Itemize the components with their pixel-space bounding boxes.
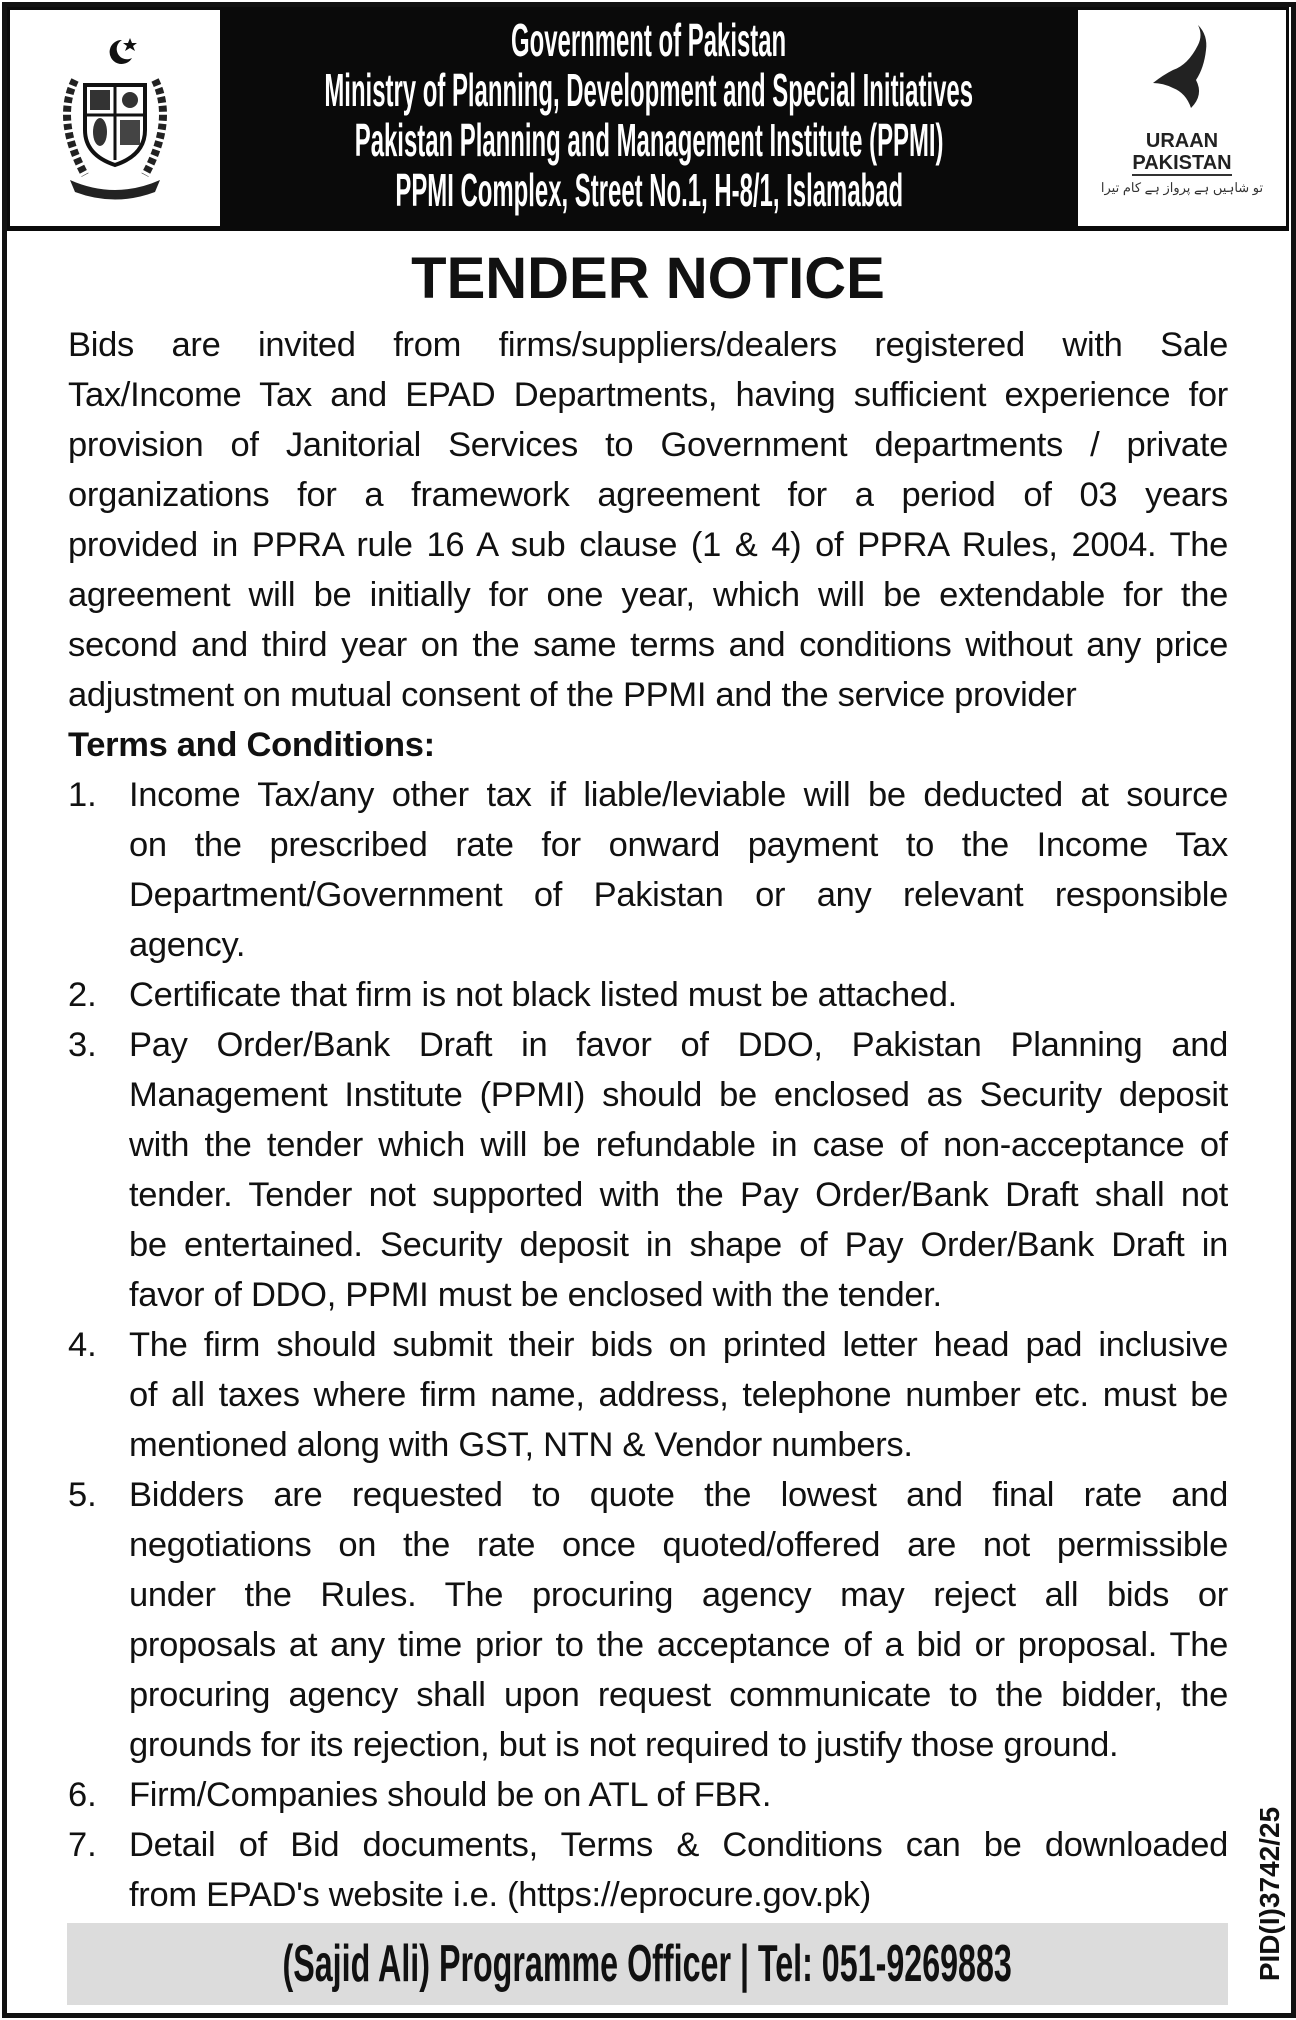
- header-line: [222, 65, 1076, 115]
- intro-line: Tax/Income Tax and EPAD Departments, having sufficient experience for: [68, 376, 1228, 414]
- header-line: [222, 165, 1076, 215]
- terms-list-item: [68, 1470, 1228, 1770]
- item-number: 4.: [68, 1326, 97, 1364]
- item-line: grounds for its rejection, but is not required to justify those ground.: [129, 1726, 1119, 1764]
- header-line-text: PPMI Complex, Street No.1, H-8/1, Islamabad: [395, 164, 903, 216]
- intro-line: provided in PPRA rule 16 A sub clause (1 & 4) of PPRA Rules, 2004. The: [68, 526, 1228, 564]
- item-line: of all taxes where firm name, address, telephone number etc. must be: [129, 1376, 1228, 1414]
- terms-list-item: [68, 770, 1228, 970]
- item-number: 3.: [68, 1026, 97, 1064]
- intro-line: agreement will be initially for one year, which will be extendable for the: [68, 576, 1228, 614]
- terms-list-item: [68, 970, 1228, 1020]
- item-line: Pay Order/Bank Draft in favor of DDO, Pakistan Planning and: [129, 1026, 1228, 1064]
- header-line-text: Ministry of Planning, Development and Special Initiatives: [324, 64, 974, 116]
- item-line: Bidders are requested to quote the lowest and final rate and: [129, 1476, 1228, 1514]
- intro-line: organizations for a framework agreement for a period of 03 years: [68, 476, 1228, 514]
- intro-line: provision of Janitorial Services to Government departments / private: [68, 426, 1228, 464]
- item-number: 2.: [68, 976, 97, 1014]
- item-line: from EPAD's website i.e. (https://eprocure.gov.pk): [129, 1876, 871, 1914]
- item-line: negotiations on the rate once quoted/offered are not permissible: [129, 1526, 1228, 1564]
- item-line: mentioned along with GST, NTN & Vendor numbers.: [129, 1426, 913, 1464]
- item-number: 7.: [68, 1826, 97, 1864]
- item-line: be entertained. Security deposit in shape of Pay Order/Bank Draft in: [129, 1226, 1228, 1264]
- item-line: Firm/Companies should be on ATL of FBR.: [129, 1776, 772, 1814]
- uraan-line1: URAAN: [1145, 130, 1219, 152]
- intro-line: second and third year on the same terms and conditions without any price: [68, 626, 1228, 664]
- contact-text: (Sajid Ali) Programme Officer | Tel: 051-9269883: [282, 1935, 1013, 1993]
- pid-text: PID(I)3742/25: [1254, 1806, 1285, 1982]
- eagle-icon: [1078, 10, 1286, 130]
- intro-paragraph: [68, 320, 1228, 720]
- item-number: 5.: [68, 1476, 97, 1514]
- item-number: 6.: [68, 1776, 97, 1814]
- header-line-text: Government of Pakistan: [511, 14, 787, 66]
- item-line: Management Institute (PPMI) should be enclosed as Security deposit: [129, 1076, 1228, 1114]
- header-line: [222, 15, 1076, 65]
- emblem-icon: [10, 10, 220, 226]
- state-emblem-logo: [10, 10, 220, 226]
- item-line: proposals at any time prior to the acceptance of a bid or proposal. The: [129, 1626, 1228, 1664]
- contact-footer: [67, 1923, 1228, 2005]
- uraan-line2: PAKISTAN: [1132, 152, 1232, 174]
- header-line: [222, 115, 1076, 165]
- item-line: on the prescribed rate for onward payment to the Income Tax: [129, 826, 1228, 864]
- page-title: TENDER NOTICE: [411, 246, 885, 311]
- item-line: The firm should submit their bids on printed letter head pad inclusive: [129, 1326, 1228, 1364]
- terms-list-item: [68, 1320, 1228, 1470]
- uraan-wordmark: [1078, 130, 1286, 176]
- item-line: Certificate that firm is not black listed must be attached.: [129, 976, 957, 1014]
- item-line: under the Rules. The procuring agency may reject all bids or: [129, 1576, 1228, 1614]
- item-line: favor of DDO, PPMI must be enclosed with the tender.: [129, 1276, 942, 1314]
- intro-line: Bids are invited from firms/suppliers/dealers registered with Sale: [68, 326, 1228, 364]
- uraan-tagline: تو شاہیں ہے پرواز ہے کام تیرا: [1100, 180, 1264, 195]
- terms-list-item: [68, 1770, 1228, 1820]
- item-line: procuring agency shall upon request communicate to the bidder, the: [129, 1676, 1228, 1714]
- header-line-text: Pakistan Planning and Management Institute (PPMI): [354, 114, 944, 166]
- item-number: 1.: [68, 776, 97, 814]
- header-banner: [7, 7, 1289, 231]
- item-line: with the tender which will be refundable in case of non-acceptance of: [129, 1126, 1228, 1164]
- pid-label: [1250, 1784, 1290, 2004]
- header-text: [222, 15, 1076, 215]
- item-line: tender. Tender not supported with the Pay Order/Bank Draft shall not: [129, 1176, 1228, 1214]
- terms-list-item: [68, 1020, 1228, 1320]
- terms-list-item: [68, 1820, 1228, 1920]
- item-line: Income Tax/any other tax if liable/leviable will be deducted at source: [129, 776, 1228, 814]
- uraan-pakistan-logo: [1078, 10, 1286, 226]
- item-line: Department/Government of Pakistan or any relevant responsible: [129, 876, 1228, 914]
- notice-body: [68, 320, 1228, 1920]
- intro-line: adjustment on mutual consent of the PPMI and the service provider: [68, 676, 1077, 714]
- terms-list: [68, 770, 1228, 1920]
- terms-heading: Terms and Conditions:: [68, 726, 435, 764]
- item-line: Detail of Bid documents, Terms & Conditions can be downloaded: [129, 1826, 1228, 1864]
- item-line: agency.: [129, 926, 246, 964]
